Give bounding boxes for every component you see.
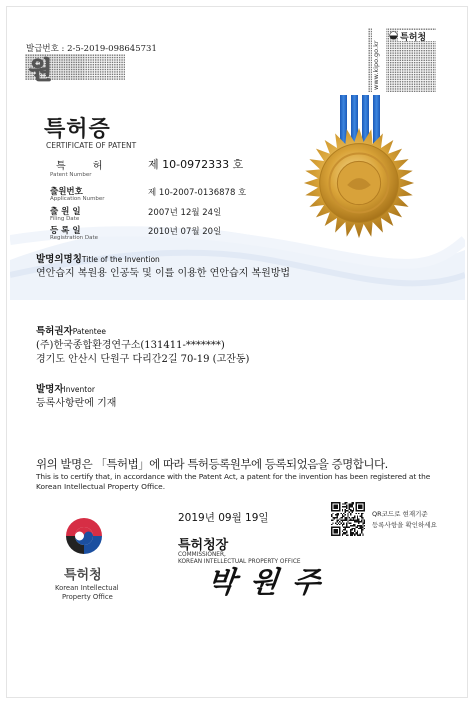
registration-date-value: 2010년 07월 20일 — [148, 227, 222, 237]
commissioner-title-ko: 특허청장 — [178, 538, 229, 553]
kipo-logo-name-en-1: Korean Intellectual — [55, 584, 119, 592]
application-number-label-en: Application Number — [50, 196, 105, 202]
certification-statement-en-2: Korean Intellectual Property Office. — [36, 482, 166, 491]
issue-number: 발급번호 : 2-5-2019-098645731 — [26, 44, 157, 54]
registration-date-label-en: Registration Date — [50, 235, 99, 241]
patent-number-value: 제 10-0972333 호 — [148, 158, 244, 171]
inventor-label-ko: 발명자 — [36, 384, 64, 395]
invention-title-label — [36, 251, 160, 265]
kipo-url: www.kipo.go.kr — [372, 40, 380, 90]
patentee-label — [36, 323, 106, 337]
qr-note-1: QR코드로 현재기준 — [372, 510, 428, 518]
issue-date: 2019년 09월 19일 — [178, 512, 269, 524]
gold-seal-icon — [300, 124, 418, 242]
kipo-logo-name-ko: 특허청 — [64, 568, 102, 583]
commissioner-title-en-1: COMMISSIONER, — [178, 552, 226, 558]
filing-date-label: 출 원 일 — [50, 207, 81, 217]
inventor-label — [36, 381, 95, 395]
invention-title-label-en: Title of the Invention — [81, 255, 160, 264]
filing-date-label-en: Filing Date — [50, 216, 80, 222]
commissioner-title-en-2: KOREAN INTELLECTUAL PROPERTY OFFICE — [178, 559, 301, 565]
qr-note-2: 등록사항을 확인하세요 — [372, 521, 437, 529]
patent-number-label: 특 허 — [56, 161, 115, 172]
commissioner-signature: 박 원 주 — [206, 565, 324, 599]
document-dotcode-right — [85, 54, 125, 80]
watermark-char: 원 — [29, 56, 54, 84]
certificate-title: 특허증 — [44, 117, 111, 142]
invention-title-value: 연안습지 복원용 인공둑 및 이를 이용한 연안습지 복원방법 — [36, 268, 291, 279]
verification-qr-code[interactable] — [330, 502, 366, 536]
patentee-label-en: Patentee — [72, 327, 106, 336]
kipo-mark-text: 특허청 — [400, 33, 427, 43]
invention-title-label-ko: 발명의명칭 — [36, 254, 82, 265]
patentee-name: (주)한국종합환경연구소(131411-*******) — [36, 340, 225, 351]
filing-date-value: 2007년 12월 24일 — [148, 208, 222, 218]
patentee-label-ko: 특허권자 — [36, 326, 73, 337]
inventor-value: 등록사항란에 기재 — [36, 398, 117, 409]
certification-statement-en-1: This is to certify that, in accordance with the Patent Act, a patent for the invention has been registered at the — [36, 472, 431, 481]
kipo-logo-name-en-2: Property Office — [62, 593, 113, 601]
patent-number-label-en: Patent Number — [50, 172, 92, 178]
application-number-label: 출원번호 — [50, 187, 83, 197]
registration-date-label: 등 록 일 — [50, 226, 81, 236]
application-number-value: 제 10-2007-0136878 호 — [148, 188, 247, 198]
certificate-title-en: CERTIFICATE OF PATENT — [46, 141, 137, 150]
inventor-label-en: Inventor — [63, 385, 95, 394]
kipo-taegeuk-logo-icon — [62, 514, 106, 558]
patentee-address: 경기도 안산시 단원구 다리간2길 70-19 (고잔동) — [36, 354, 250, 365]
kipo-logo-icon — [389, 31, 398, 40]
certification-statement-ko: 위의 발명은 「특허법」에 따라 특허등록원부에 등록되었음을 증명합니다. — [36, 457, 388, 471]
